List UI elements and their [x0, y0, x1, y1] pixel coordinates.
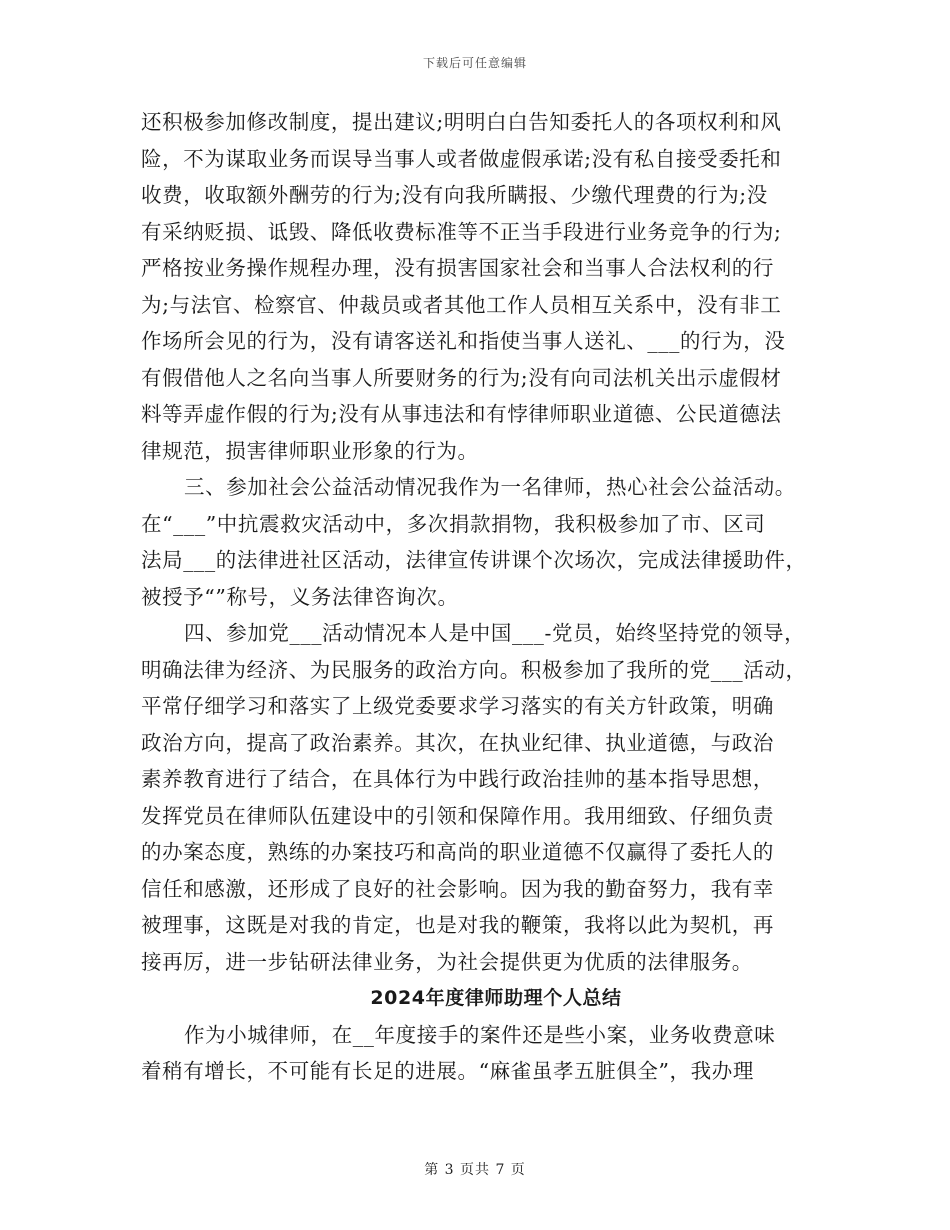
text-line: 三、参加社会公益活动情况我作为一名律师，热心社会公益活动。 — [184, 475, 796, 499]
text-line: 四、参加党___活动情况本人是中国___-党员，始终坚持党的领导， — [184, 621, 806, 645]
text-line: 平常仔细学习和落实了上级党委要求学习落实的有关方针政策，明确 — [141, 694, 774, 718]
text-line: 严格按业务操作规程办理，没有损害国家社会和当事人合法权利的行 — [141, 256, 774, 280]
body-paragraphs — [141, 104, 831, 980]
text-line: 有假借他人之名向当事人所要财务的行为;没有向司法机关出示虚假材 — [141, 365, 782, 390]
tail-paragraphs — [141, 1017, 831, 1090]
text-line: 政治方向，提高了政治素养。其次，在执业纪律、执业道德，与政治 — [141, 730, 774, 755]
page-footer: 第 3 页共 7 页 — [424, 1162, 526, 1178]
text-line: 的办案态度，熟练的办案技巧和高尚的职业道德不仅赢得了委托人的 — [141, 840, 774, 864]
text-line: 律规范，损害律师职业形象的行为。 — [141, 438, 479, 463]
text-line: 作为小城律师，在__年度接手的案件还是些小案，业务收费意味 — [184, 1022, 776, 1047]
text-line: 险，不为谋取业务而误导当事人或者做虚假承诺;没有私自接受委托和 — [141, 146, 782, 171]
document-body — [141, 104, 831, 1090]
text-line: 接再厉，进一步钻研法律业务，为社会提供更为优质的法律服务。 — [141, 949, 753, 974]
text-line: 收费，收取额外酬劳的行为;没有向我所瞒报、少缴代理费的行为;没 — [141, 183, 768, 207]
text-line: 信任和感激，还形成了良好的社会影响。因为我的勤奋努力，我有幸 — [141, 876, 774, 901]
text-line: 还积极参加修改制度，提出建议;明明白白告知委托人的各项权利和风 — [141, 110, 782, 134]
text-line: 法局___的法律进社区活动，法律宣传讲课个次场次，完成法律援助件， — [141, 548, 807, 572]
text-line: 作场所会见的行为，没有请客送礼和指使当事人送礼、___的行为，没 — [141, 329, 786, 353]
text-line: 被理事，这既是对我的肯定，也是对我的鞭策，我将以此为契机，再 — [141, 913, 774, 937]
text-line: 发挥党员在律师队伍建设中的引领和保障作用。我用细致、仔细负责 — [141, 803, 774, 828]
page-header: 下载后可任意编辑 — [422, 56, 527, 70]
section-title: 2024年度律师助理个人总结 — [370, 987, 622, 1009]
text-line: 在“___”中抗震救灾活动中，多次捐款捐物，我积极参加了市、区司 — [141, 511, 766, 536]
text-line: 为;与法官、检察官、仲裁员或者其他工作人员相互关系中，没有非工 — [141, 292, 782, 317]
text-line: 有采纳贬损、诋毁、降低收费标准等不正当手段进行业务竞争的行为; — [141, 219, 782, 244]
text-line: 明确法律为经济、为民服务的政治方向。积极参加了我所的党___活动， — [141, 657, 807, 682]
text-line: 素养教育进行了结合，在具体行为中践行政治挂帅的基本指导思想， — [141, 767, 774, 791]
text-line: 着稍有增长，不可能有长足的进展。“麻雀虽孝五脏俱全”，我办理 — [141, 1059, 754, 1083]
text-line: 被授予“”称号，义务法律咨询次。 — [141, 584, 459, 609]
text-line: 料等弄虚作假的行为;没有从事违法和有悖律师职业道德、公民道德法 — [141, 402, 782, 426]
